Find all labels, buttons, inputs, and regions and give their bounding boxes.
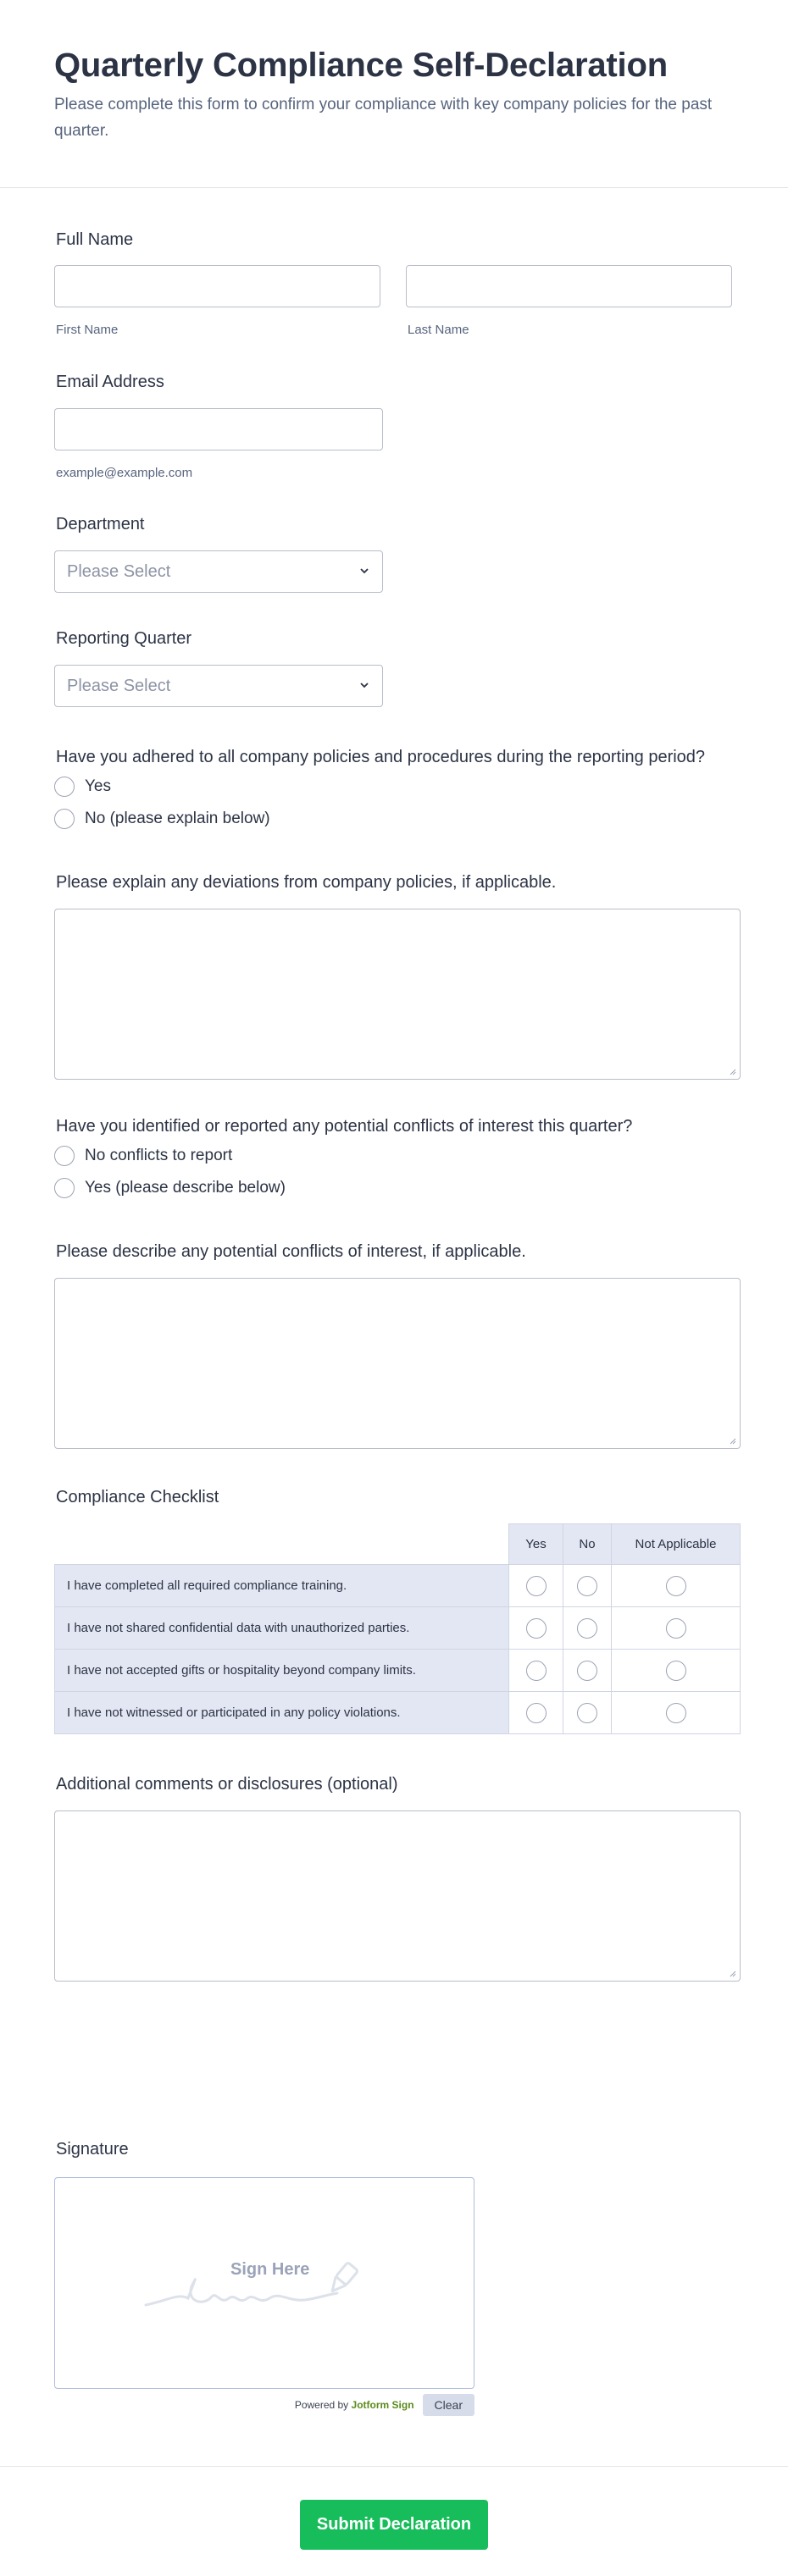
checklist-matrix [54, 1523, 741, 1734]
page-subtitle: Please complete this form to confirm your compliance with key company policies for the past quarter. [54, 96, 713, 140]
form-header [0, 0, 788, 188]
checklist-label: Compliance Checklist [56, 1488, 219, 1506]
conflicts-detail-textarea[interactable] [54, 1278, 741, 1449]
matrix-cell[interactable] [509, 1607, 563, 1650]
signature-footer [54, 2394, 474, 2416]
quarter-field [54, 627, 732, 712]
comments-label: Additional comments or disclosures (optional) [56, 1775, 398, 1794]
matrix-cell[interactable] [509, 1692, 563, 1734]
radio-button[interactable] [54, 1146, 75, 1166]
adherence-option-no[interactable] [54, 809, 732, 829]
email-input[interactable] [54, 408, 383, 451]
matrix-col-header: Yes [509, 1524, 563, 1565]
powered-by [295, 2399, 414, 2411]
form-footer [0, 2466, 788, 2576]
matrix-cell[interactable] [612, 1650, 741, 1692]
conflicts-label: Have you identified or reported any potential conflicts of interest this quarter? [56, 1117, 633, 1136]
signature-field [54, 2138, 732, 2416]
deviations-label: Please explain any deviations from company policies, if applicable. [56, 873, 557, 892]
deviations-textarea[interactable] [54, 909, 741, 1080]
radio-button[interactable] [54, 809, 75, 829]
conflicts-field [54, 1115, 732, 1198]
resize-handle-icon[interactable] [729, 1068, 736, 1075]
matrix-cell[interactable] [612, 1607, 741, 1650]
quarter-select[interactable] [54, 665, 383, 707]
email-field [54, 371, 732, 484]
page-title: Quarterly Compliance Self-Declaration [54, 47, 668, 84]
department-placeholder: Please Select [67, 561, 171, 581]
radio-button[interactable] [526, 1618, 547, 1639]
comments-field [54, 1773, 732, 1982]
full-name-field [54, 229, 732, 341]
adherence-option-label: Yes [85, 777, 111, 795]
matrix-cell[interactable] [563, 1565, 612, 1607]
adherence-option-label: No (please explain below) [85, 810, 270, 827]
table-row [55, 1607, 741, 1650]
adherence-label: Have you adhered to all company policies and procedures during the reporting period? [56, 748, 706, 766]
first-name-input[interactable] [54, 265, 380, 307]
radio-button[interactable] [666, 1703, 686, 1723]
matrix-row-label: I have not accepted gifts or hospitality beyond company limits. [55, 1650, 509, 1692]
last-name-input[interactable] [406, 265, 732, 307]
conflicts-detail-field [54, 1241, 732, 1449]
submit-button[interactable]: Submit Declaration [300, 2500, 488, 2550]
matrix-row-label: I have not shared confidential data with unauthorized parties. [55, 1607, 509, 1650]
radio-button[interactable] [526, 1661, 547, 1681]
radio-button[interactable] [526, 1703, 547, 1723]
chevron-down-icon [358, 565, 370, 577]
email-sublabel: example@example.com [56, 466, 193, 480]
conflicts-option-label: No conflicts to report [85, 1147, 233, 1164]
department-label: Department [56, 515, 145, 533]
matrix-cell[interactable] [563, 1607, 612, 1650]
form-body [0, 188, 788, 2416]
signature-pad[interactable] [54, 2177, 474, 2389]
powered-by-prefix: Powered by [294, 2399, 349, 2411]
powered-by-brand: Jotform Sign [351, 2399, 414, 2411]
conflicts-option-yes[interactable] [54, 1178, 732, 1198]
matrix-cell[interactable] [612, 1565, 741, 1607]
matrix-col-header: Not Applicable [612, 1524, 741, 1565]
radio-button[interactable] [577, 1618, 597, 1639]
conflicts-detail-label: Please describe any potential conflicts of interest, if applicable. [56, 1242, 526, 1261]
conflicts-option-none[interactable] [54, 1146, 732, 1166]
matrix-cell[interactable] [509, 1565, 563, 1607]
adherence-option-yes[interactable] [54, 777, 732, 797]
first-name-sublabel: First Name [56, 323, 119, 337]
matrix-cell[interactable] [612, 1692, 741, 1734]
signature-label: Signature [56, 2140, 129, 2159]
adherence-field [54, 746, 732, 829]
radio-button[interactable] [577, 1703, 597, 1723]
checklist-field [54, 1486, 732, 1734]
matrix-cell[interactable] [563, 1650, 612, 1692]
department-field [54, 513, 732, 598]
quarter-placeholder: Please Select [67, 676, 171, 695]
matrix-corner [55, 1524, 509, 1565]
sign-here-text: Sign Here [230, 2260, 310, 2279]
radio-button[interactable] [666, 1661, 686, 1681]
chevron-down-icon [358, 679, 370, 691]
matrix-row-label: I have completed all required compliance training. [55, 1565, 509, 1607]
email-label: Email Address [56, 373, 164, 391]
radio-button[interactable] [666, 1618, 686, 1639]
signature-placeholder-art [144, 2249, 390, 2317]
full-name-label: Full Name [56, 230, 134, 249]
matrix-col-header: No [563, 1524, 612, 1565]
radio-button[interactable] [577, 1661, 597, 1681]
table-row [55, 1692, 741, 1734]
radio-button[interactable] [54, 1178, 75, 1198]
comments-textarea[interactable] [54, 1810, 741, 1982]
quarter-label: Reporting Quarter [56, 629, 192, 648]
table-row [55, 1565, 741, 1607]
table-row [55, 1650, 741, 1692]
resize-handle-icon[interactable] [729, 1970, 736, 1977]
radio-button[interactable] [526, 1576, 547, 1596]
matrix-cell[interactable] [509, 1650, 563, 1692]
radio-button[interactable] [54, 777, 75, 797]
department-select[interactable] [54, 550, 383, 593]
matrix-row-label: I have not witnessed or participated in any policy violations. [55, 1692, 509, 1734]
last-name-sublabel: Last Name [408, 323, 469, 337]
conflicts-option-label: Yes (please describe below) [85, 1179, 286, 1197]
matrix-cell[interactable] [563, 1692, 612, 1734]
radio-button[interactable] [577, 1576, 597, 1596]
radio-button[interactable] [666, 1576, 686, 1596]
resize-handle-icon[interactable] [729, 1437, 736, 1445]
clear-signature-button[interactable]: Clear [423, 2394, 474, 2416]
deviations-field [54, 871, 732, 1080]
